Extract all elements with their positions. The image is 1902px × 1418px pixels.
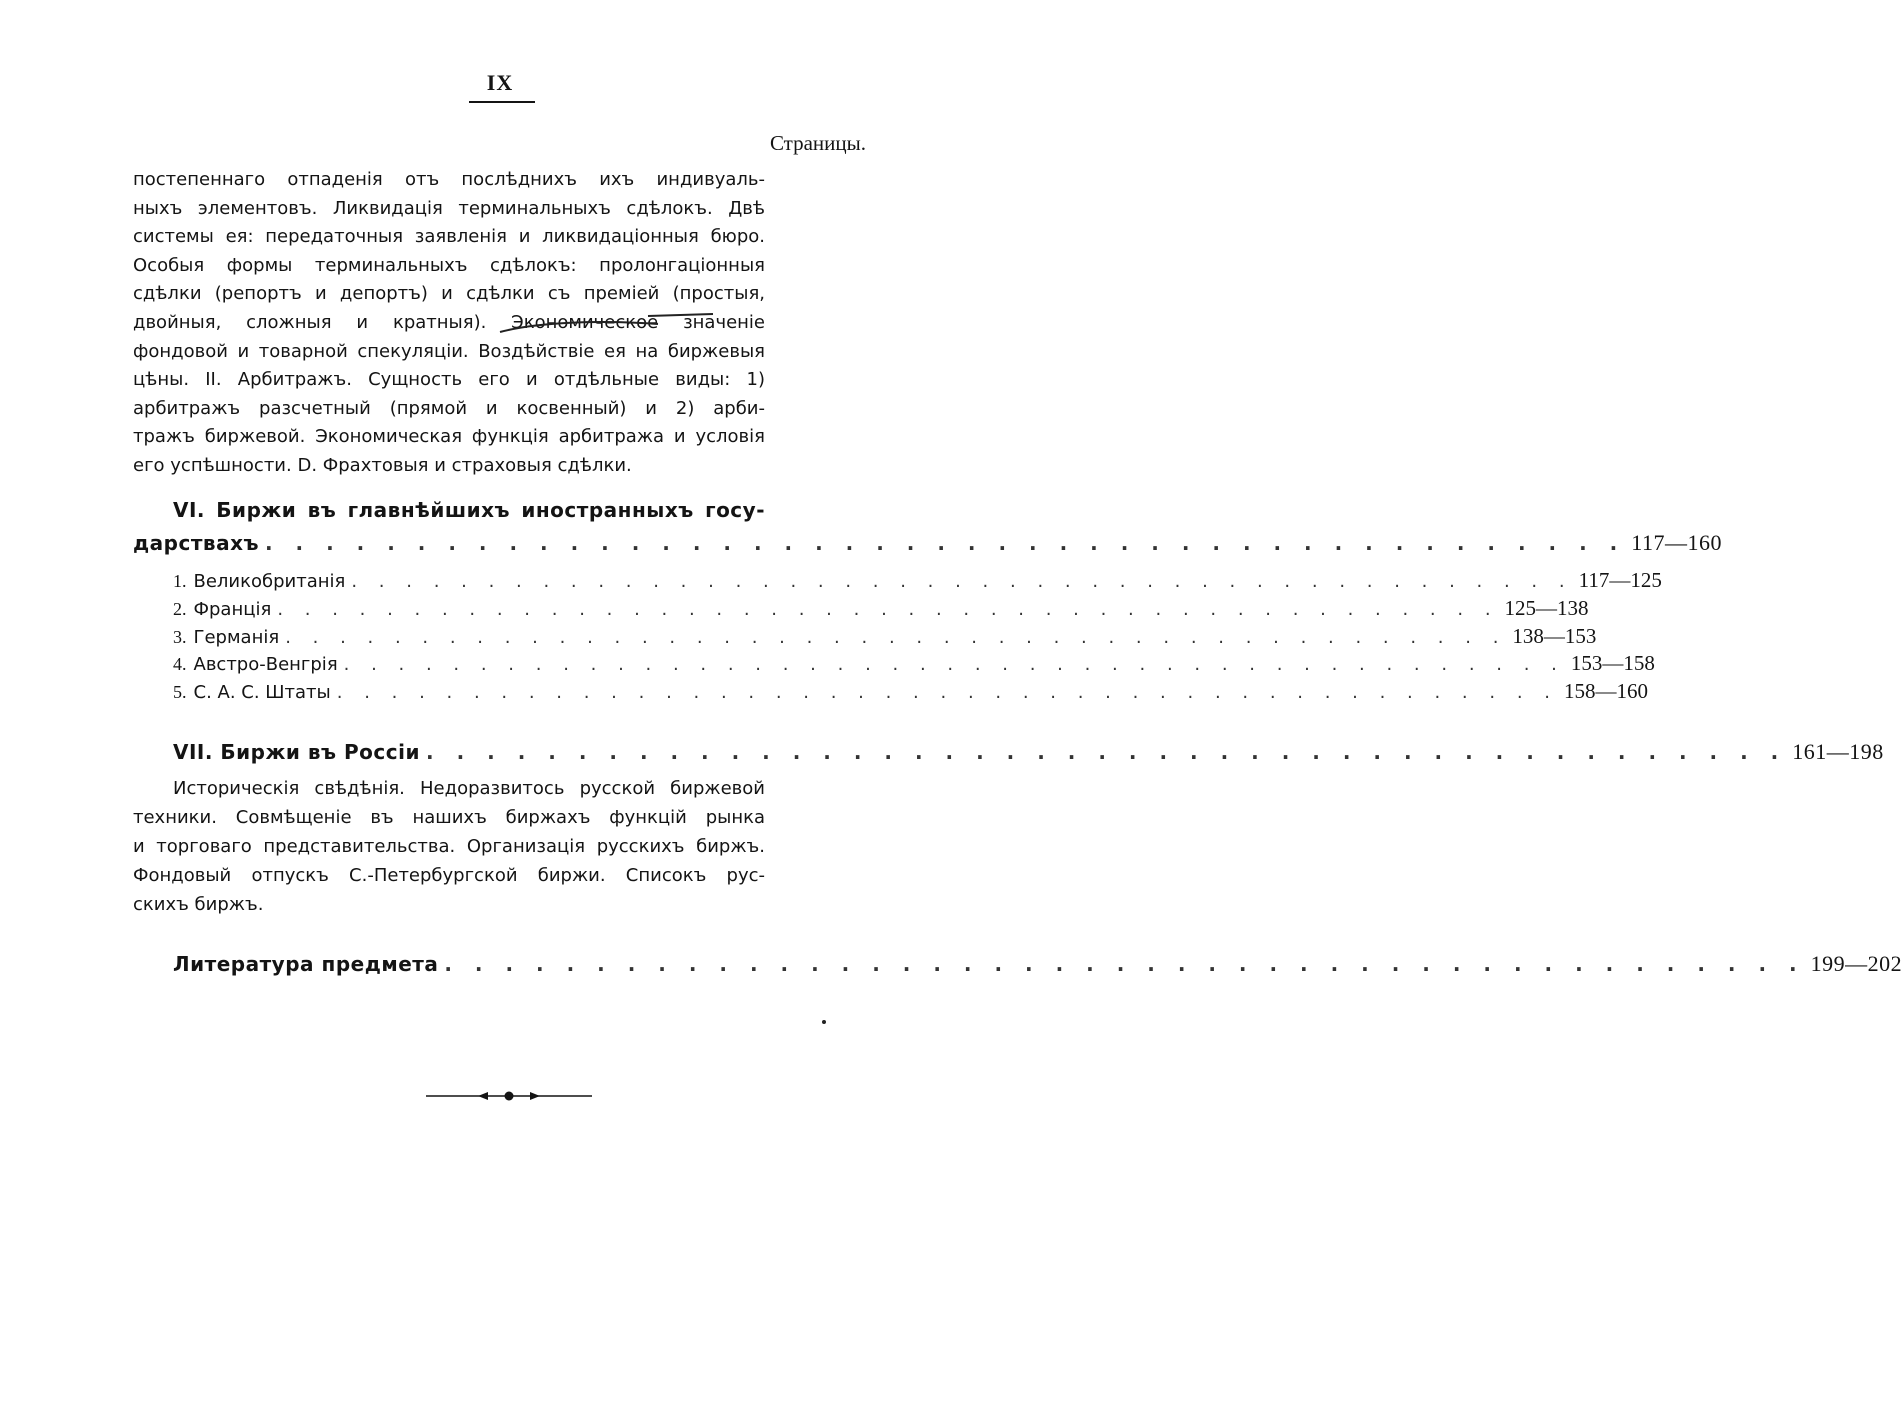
item-title: Франція xyxy=(193,599,272,620)
intro-line: системы ея: передаточныя заявленія и ликвидаціонныя бюро. xyxy=(133,226,765,248)
chapter-vi-title-line1: VI. Биржи въ главнѣйшихъ иностранныхъ госу- xyxy=(173,498,765,522)
end-ornament xyxy=(426,1086,592,1106)
intro-line: его успѣшности. D. Фрахтовыя и страховыя сдѣлки. xyxy=(133,454,632,476)
stray-dot xyxy=(822,1020,826,1024)
toc-entry-literature[interactable] xyxy=(173,951,1902,977)
page-range: 125—138 xyxy=(1504,596,1589,620)
toc-entry-france[interactable] xyxy=(173,596,1589,621)
item-number: 3. xyxy=(173,627,187,647)
intro-line: арбитражъ разсчетный (прямой и косвенный) и 2) арби- xyxy=(133,397,765,419)
item-title: Австро-Венгрія xyxy=(193,654,338,675)
page-number: IX xyxy=(486,70,514,95)
pages-column-header: Страницы. xyxy=(769,131,866,155)
toc-entry-austria-hungary[interactable] xyxy=(173,651,1655,676)
item-number: 2. xyxy=(173,599,187,619)
literature-title: Литература предмета xyxy=(173,952,439,976)
page-range: 117—125 xyxy=(1578,568,1662,592)
dot-leader: . . . . . . . . . . . . . . . . . . . . . . . . . . . . . . . . . . . . . . . . . . . . . xyxy=(343,654,1565,675)
desc-line: скихъ биржъ. xyxy=(133,894,264,915)
toc-entry-chapter-vii[interactable] xyxy=(173,739,1884,765)
toc-entry-chapter-vi[interactable] xyxy=(133,530,1722,556)
page-range: 199—202 xyxy=(1810,951,1902,976)
page-number-rule xyxy=(469,101,535,103)
dot-leader: . . . . . . . . . . . . . . . . . . . . . . . . . . . . . . . . . . . . . . . . . . . . . xyxy=(265,531,1626,555)
dot-leader: . . . . . . . . . . . . . . . . . . . . . . . . . . . . . . . . . . . . . . . . . . . . . xyxy=(444,952,1805,976)
page-range: 138—153 xyxy=(1512,624,1597,648)
page-range: 158—160 xyxy=(1563,679,1648,703)
item-number: 1. xyxy=(173,571,187,591)
intro-line: постепеннаго отпаденія отъ послѣднихъ ихъ индивуаль- xyxy=(133,169,765,190)
intro-line: тражъ биржевой. Экономическая функція арбитража и условія xyxy=(133,426,765,448)
dot-leader: . . . . . . . . . . . . . . . . . . . . . . . . . . . . . . . . . . . . . . . . . . . . . xyxy=(426,740,1787,764)
item-number: 4. xyxy=(173,654,187,674)
page-range: 153—158 xyxy=(1570,651,1655,675)
intro-line: сдѣлки (репортъ и депортъ) и сдѣлки съ преміей (простыя, xyxy=(133,283,765,305)
item-title: Великобританія xyxy=(193,571,346,592)
toc-entry-usa[interactable] xyxy=(173,679,1648,704)
intro-line: цѣны. II. Арбитражъ. Сущность его и отдѣльные виды: 1) xyxy=(133,369,765,391)
intro-line: ныхъ элементовъ. Ликвидація терминальныхъ сдѣлокъ. Двѣ xyxy=(133,197,765,219)
toc-entry-germany[interactable] xyxy=(173,624,1597,649)
desc-line: Историческія свѣдѣнія. Недоразвитось русской биржевой xyxy=(173,778,765,799)
item-number: 5. xyxy=(173,682,187,702)
desc-line: и торговаго представительства. Организація русскихъ биржъ. xyxy=(133,836,765,857)
item-title: С. А. С. Штаты xyxy=(193,682,331,703)
desc-line: техники. Совмѣщеніе въ нашихъ биржахъ функцій рынка xyxy=(133,807,765,828)
dot-leader: . . . . . . . . . . . . . . . . . . . . . . . . . . . . . . . . . . . . . . . . . . . . . xyxy=(285,627,1507,648)
intro-line: фондовой и товарной спекуляціи. Воздѣйствіе ея на биржевыя xyxy=(133,340,765,362)
chapter-vi-title-line2: дарствахъ xyxy=(133,531,259,555)
page-range: 117—160 xyxy=(1631,530,1722,555)
dot-leader: . . . . . . . . . . . . . . . . . . . . . . . . . . . . . . . . . . . . . . . . . . . . . xyxy=(336,682,1558,703)
toc-entry-great-britain[interactable] xyxy=(173,568,1662,593)
handwritten-underline-mark xyxy=(498,300,768,340)
page-range: 161—198 xyxy=(1792,739,1884,764)
desc-line: Фондовый отпускъ С.-Петербургской биржи. Списокъ рус- xyxy=(133,865,765,886)
dot-leader: . . . . . . . . . . . . . . . . . . . . . . . . . . . . . . . . . . . . . . . . . . . . . xyxy=(277,599,1499,620)
dot-leader: . . . . . . . . . . . . . . . . . . . . . . . . . . . . . . . . . . . . . . . . . . . . . xyxy=(351,571,1573,592)
chapter-vii-description xyxy=(133,774,765,919)
chapter-vii-title: VII. Биржи въ Россіи xyxy=(173,740,421,764)
intro-line: двойныя, сложныя и кратныя). Экономическое значеніе xyxy=(133,311,765,333)
item-title: Германія xyxy=(193,627,280,648)
intro-line: Особыя формы терминальныхъ сдѣлокъ: пролонгаціонныя xyxy=(133,254,765,276)
